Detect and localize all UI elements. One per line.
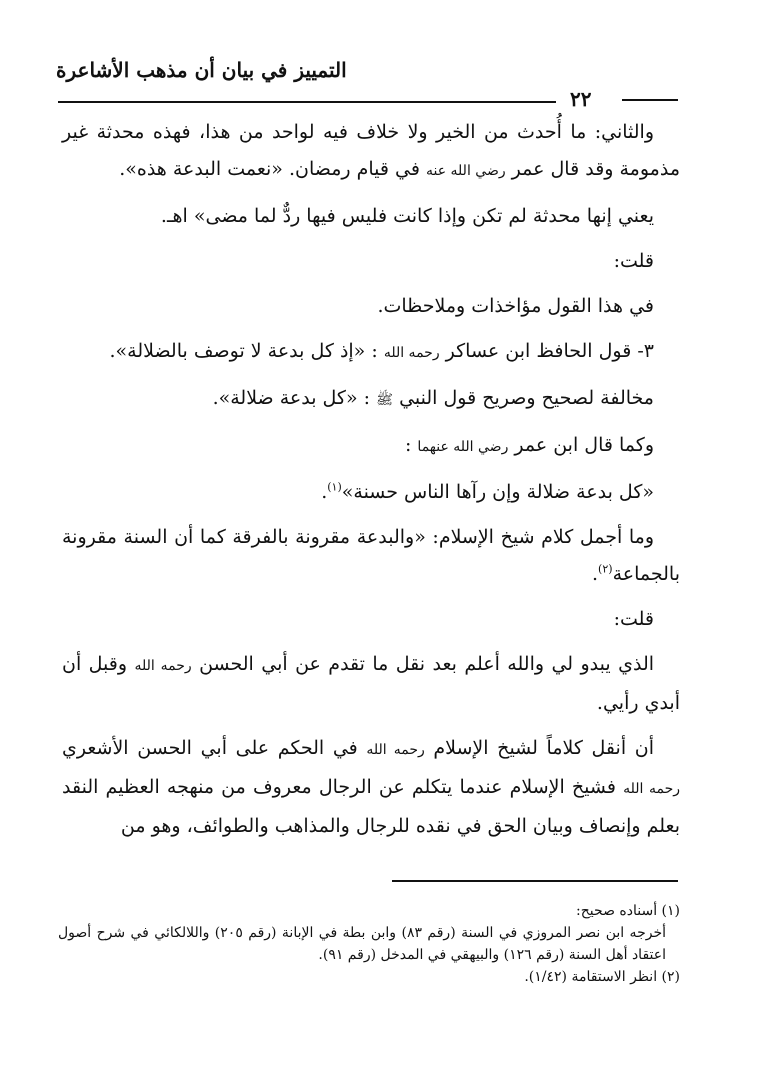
honorific-glyph: رضي الله عنه bbox=[426, 163, 506, 179]
header-rule bbox=[58, 101, 556, 103]
paragraph: يعني إنها محدثة لم تكن وإذا كانت فليس فيها ردٌّ لما مضى» اهـ. bbox=[160, 205, 654, 227]
paragraph: والثاني: ما أُحدث من الخير ولا خلاف فيه لواحد من هذا، فهذه محدثة غير مذمومة وقد قال عمر رضي الله عنه في قيام رمضان. «نعمت البدعة هذه». bbox=[62, 121, 680, 180]
paragraph: مخالفة لصحيح وصريح قول النبي ﷺ : «كل بدعة ضلالة». bbox=[212, 387, 654, 409]
paragraph: ٣- قول الحافظ ابن عساكر رحمه الله : «إذ كل بدعة لا توصف بالضلالة». bbox=[109, 340, 654, 362]
honorific-glyph: رحمه الله bbox=[134, 658, 192, 674]
honorific-glyph: رضي الله عنهما bbox=[417, 439, 509, 455]
footnote-ref[interactable]: (٢) bbox=[598, 562, 613, 576]
footnote-ref[interactable]: (١) bbox=[327, 480, 342, 494]
paragraph: قلت: bbox=[613, 250, 654, 272]
paragraph: وما أجمل كلام شيخ الإسلام: «والبدعة مقرونة بالفرقة كما أن السنة مقرونة بالجماعة$^{(٢)}$. bbox=[62, 526, 680, 585]
paragraph: الذي يبدو لي والله أعلم بعد نقل ما تقدم عن أبي الحسن رحمه الله وقبل أن أبدي رأيي. bbox=[62, 653, 680, 714]
page-number-rule bbox=[622, 99, 678, 101]
honorific-glyph: ﷺ bbox=[376, 392, 394, 408]
main-text bbox=[62, 114, 680, 853]
footnotes bbox=[58, 900, 680, 988]
page-number: ٢٢ bbox=[570, 87, 592, 111]
footnote-1-text: أخرجه ابن نصر المروزي في السنة (رقم ٨٣) وابن بطة في الإبانة (رقم ٢٠٥) واللالكائي في شرح أصول اعتقاد أهل السنة (رقم ١٢٦) والبيهقي في المدخل (رقم ٩١). bbox=[58, 925, 666, 963]
paragraph: وكما قال ابن عمر رضي الله عنهما : bbox=[404, 434, 654, 456]
footnote-rule bbox=[392, 880, 678, 882]
running-title: التمييز في بيان أن مذهب الأشاعرة bbox=[56, 58, 347, 82]
honorific-glyph: رحمه الله bbox=[383, 345, 440, 361]
paragraph: «كل بدعة ضلالة وإن رآها الناس حسنة»$^{(١)}$. bbox=[321, 480, 654, 503]
paragraph: في هذا القول مؤاخذات وملاحظات. bbox=[377, 295, 654, 317]
footnote-1-title: (١) أسناده صحيح: bbox=[576, 903, 680, 919]
footnote-2: (٢) انظر الاستقامة (١/٤٢). bbox=[524, 969, 680, 985]
paragraph: قلت: bbox=[613, 608, 654, 630]
honorific-glyph: رحمه الله bbox=[623, 781, 680, 797]
honorific-glyph: رحمه الله bbox=[366, 742, 425, 758]
paragraph: أن أنقل كلاماً لشيخ الإسلام رحمه الله في الحكم على أبي الحسن الأشعري رحمه الله فشيخ الإسلام عندما يتكلم عن الرجال معروف من منهجه العظيم النقد بعلم وإنصاف وبيان الحق في نقده للرجال والمذاهب والطوائف، وهو من bbox=[62, 737, 680, 837]
